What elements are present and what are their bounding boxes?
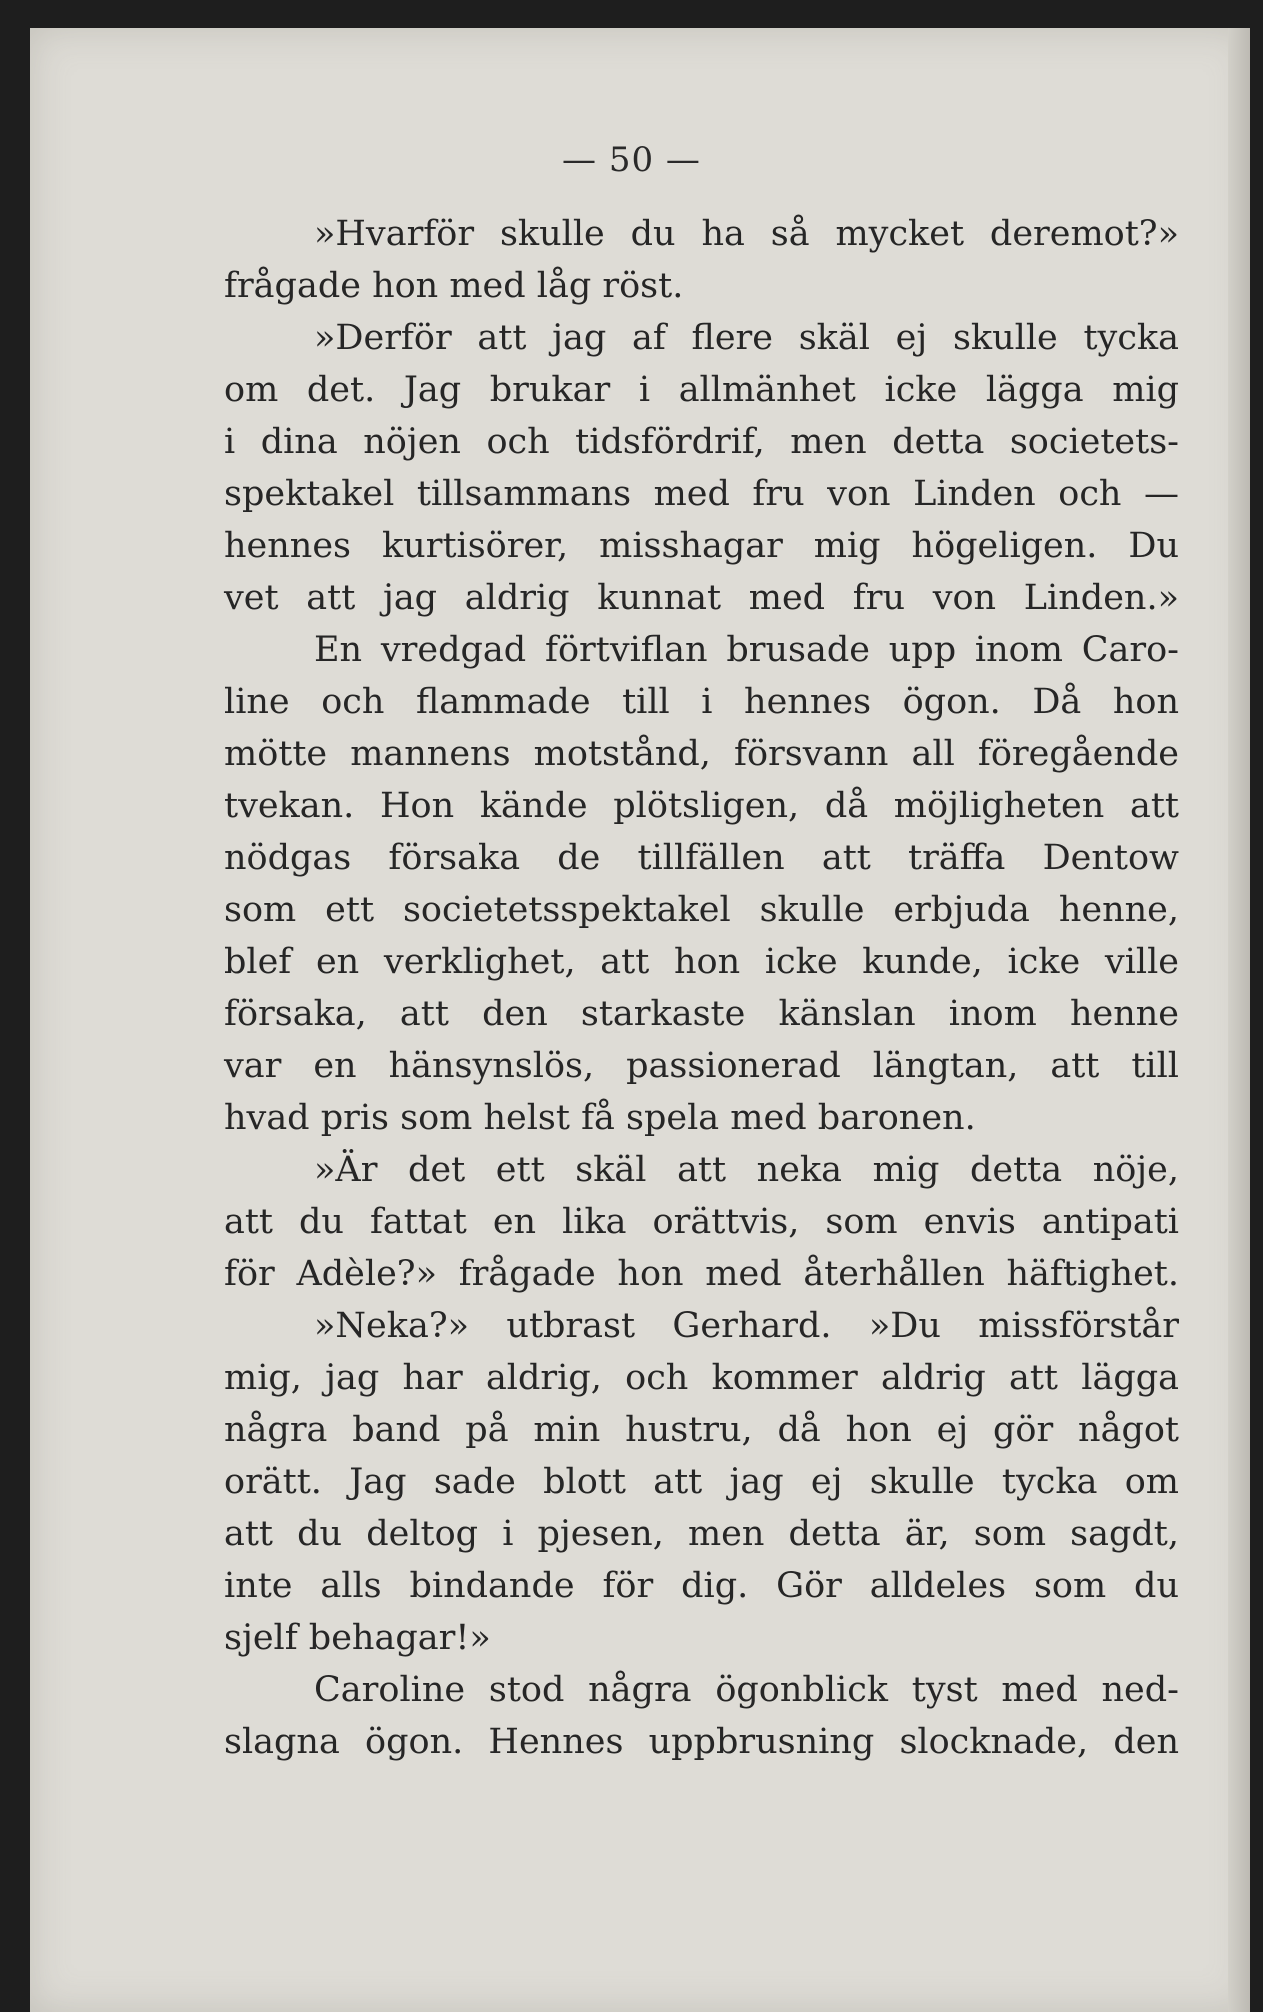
page-edge bbox=[1228, 28, 1250, 2012]
text-line: hvad pris som helst få spela med baronen. bbox=[224, 1098, 976, 1138]
text-line: slagna ögon. Hennes uppbrusning slocknade, den bbox=[224, 1722, 1179, 1762]
body-text bbox=[224, 208, 1179, 1768]
text-line: En vredgad förtviflan brusade upp inom Caro- bbox=[314, 630, 1179, 670]
text-line: att du deltog i pjesen, men detta är, som sagdt, bbox=[224, 1514, 1179, 1554]
text-line: mig, jag har aldrig, och kommer aldrig att lägga bbox=[224, 1358, 1179, 1398]
text-line: spektakel tillsammans med fru von Linden och — bbox=[224, 474, 1179, 514]
text-line: »Derför att jag af flere skäl ej skulle tycka bbox=[314, 318, 1179, 358]
text-line: orätt. Jag sade blott att jag ej skulle tycka om bbox=[224, 1462, 1179, 1502]
text-line: tvekan. Hon kände plötsligen, då möjligheten att bbox=[224, 786, 1179, 826]
text-line: mötte mannens motstånd, försvann all föregående bbox=[224, 734, 1179, 774]
text-line: blef en verklighet, att hon icke kunde, icke ville bbox=[224, 942, 1179, 982]
text-line: att du fattat en lika orättvis, som envis antipati bbox=[224, 1202, 1179, 1242]
text-line: som ett societetsspektakel skulle erbjuda henne, bbox=[224, 890, 1179, 930]
text-line: hennes kurtisörer, misshagar mig högeligen. Du bbox=[224, 526, 1179, 566]
text-line: Caroline stod några ögonblick tyst med ned- bbox=[314, 1670, 1179, 1710]
text-line: sjelf behagar!» bbox=[224, 1618, 491, 1658]
text-line: inte alls bindande för dig. Gör alldeles som du bbox=[224, 1566, 1179, 1606]
text-line: några band på min hustru, då hon ej gör något bbox=[224, 1410, 1179, 1450]
text-line: nödgas försaka de tillfällen att träffa Dentow bbox=[224, 838, 1179, 878]
text-line: i dina nöjen och tidsfördrif, men detta societets- bbox=[224, 422, 1179, 462]
page-number: — 50 — bbox=[562, 140, 701, 180]
text-line: »Är det ett skäl att neka mig detta nöje, bbox=[314, 1150, 1179, 1190]
text-line: »Hvarför skulle du ha så mycket deremot?» bbox=[314, 214, 1179, 254]
text-line: »Neka?» utbrast Gerhard. »Du missförstår bbox=[314, 1306, 1179, 1346]
text-line: var en hänsynslös, passionerad längtan, att till bbox=[224, 1046, 1179, 1086]
text-line: för Adèle?» frågade hon med återhållen häftighet. bbox=[224, 1254, 1179, 1294]
text-line: om det. Jag brukar i allmänhet icke lägga mig bbox=[224, 370, 1179, 410]
text-line: line och flammade till i hennes ögon. Då hon bbox=[224, 682, 1179, 722]
text-line: vet att jag aldrig kunnat med fru von Linden.» bbox=[224, 578, 1179, 618]
text-line: försaka, att den starkaste känslan inom henne bbox=[224, 994, 1179, 1034]
text-line: frågade hon med låg röst. bbox=[224, 266, 684, 306]
